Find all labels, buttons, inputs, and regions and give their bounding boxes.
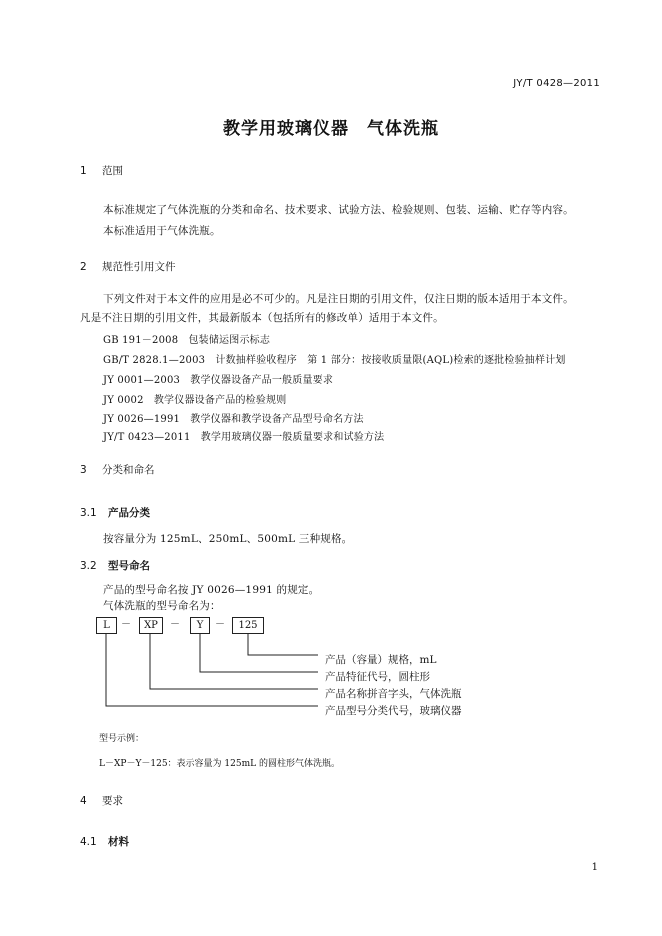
model-box-name: XP: [139, 617, 163, 634]
model-separator: －: [121, 619, 131, 630]
section-3-2-paragraph-1: 产品的型号命名按 JY 0026—1991 的规定。: [103, 584, 320, 596]
section-number: 3.1: [80, 507, 97, 519]
example-text: L－XP－Y－125：表示容量为 125mL 的圆柱形气体洗瓶。: [99, 759, 340, 769]
section-number: 1: [80, 165, 87, 177]
diagram-annotation-category: 产品型号分类代号，玻璃仪器: [325, 705, 462, 717]
reference-item: JY 0026—1991 教学仪器和教学设备产品型号命名方法: [103, 414, 364, 425]
section-title: 要求: [102, 795, 123, 807]
section-3-2-paragraph-2: 气体洗瓶的型号命名为：: [103, 600, 221, 612]
section-number: 4.1: [80, 836, 97, 848]
section-3-1-paragraph: 按容量分为 125mL、250mL、500mL 三种规格。: [103, 533, 353, 545]
section-title: 产品分类: [108, 507, 150, 519]
section-number: 3: [80, 464, 87, 476]
reference-item: GB/T 2828.1—2003 计数抽样验收程序 第 1 部分：按接收质量限(AQL)检索的逐批检验抽样计划: [103, 355, 566, 366]
section-2-paragraph-line-1: 下列文件对于本文件的应用是必不可少的。凡是注日期的引用文件，仅注日期的版本适用于本文件。: [103, 293, 574, 305]
section-number: 4: [80, 795, 87, 807]
section-title: 材料: [108, 836, 129, 848]
model-box-spec: 125: [232, 617, 264, 634]
model-separator: －: [170, 619, 180, 630]
diagram-annotation-name: 产品名称拼音字头，气体洗瓶: [325, 688, 462, 700]
section-number: 3.2: [80, 560, 97, 572]
section-2-paragraph-line-2: 凡是不注日期的引用文件，其最新版本（包括所有的修改单）适用于本文件。: [80, 312, 444, 324]
model-box-category: L: [96, 617, 117, 634]
model-box-feature: Y: [190, 617, 210, 634]
section-4-1-heading: [80, 834, 129, 849]
page-title: 教学用玻璃仪器 气体洗瓶: [223, 119, 439, 139]
section-title: 规范性引用文件: [102, 261, 176, 273]
section-title: 型号命名: [108, 560, 150, 572]
page-number: 1: [591, 862, 598, 873]
example-label: 型号示例：: [99, 734, 145, 744]
section-title: 范围: [102, 165, 123, 177]
standard-number: JY/T 0428—2011: [513, 78, 600, 89]
model-separator: －: [215, 619, 225, 630]
diagram-annotation-feature: 产品特征代号，圆柱形: [325, 671, 430, 683]
section-number: 2: [80, 261, 87, 273]
section-title: 分类和命名: [102, 464, 155, 476]
diagram-annotation-spec: 产品（容量）规格，mL: [325, 654, 437, 666]
section-1-paragraph-1: 本标准规定了气体洗瓶的分类和命名、技术要求、试验方法、检验规则、包装、运输、贮存等内容。: [103, 204, 574, 216]
section-4-heading: [80, 793, 123, 808]
reference-item: GB 191－2008 包装储运图示标志: [103, 335, 271, 346]
reference-item: JY 0001—2003 教学仪器设备产品一般质量要求: [103, 375, 334, 386]
reference-item: JY 0002 教学仪器设备产品的检验规则: [103, 395, 287, 406]
section-1-paragraph-2: 本标准适用于气体洗瓶。: [103, 225, 221, 237]
reference-item: JY/T 0423—2011 教学用玻璃仪器一般质量要求和试验方法: [103, 432, 385, 443]
